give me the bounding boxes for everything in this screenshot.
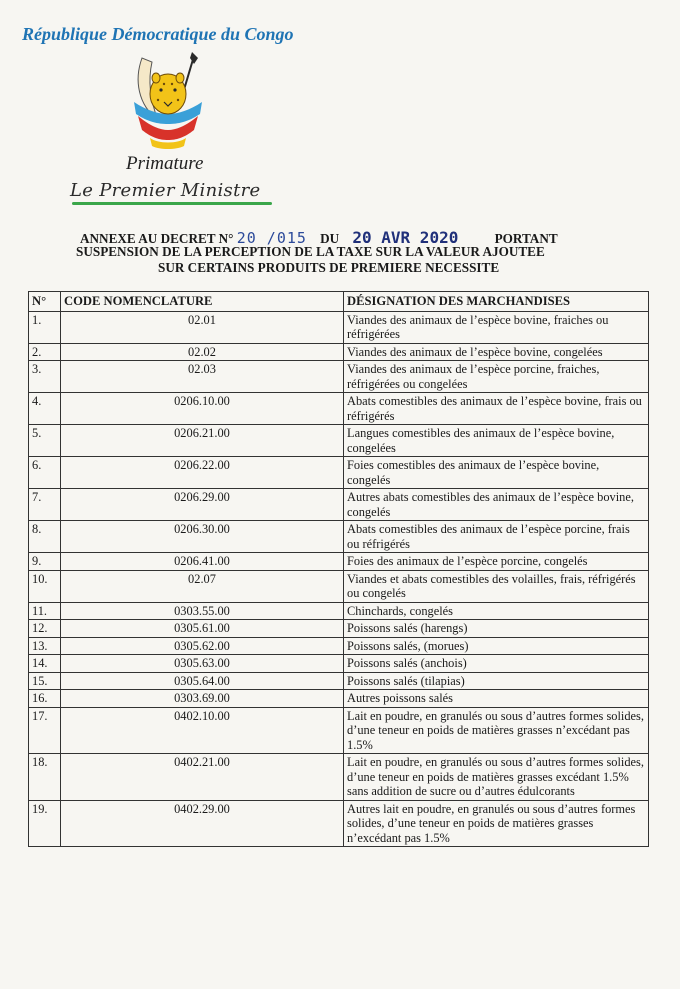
row-designation: Poissons salés, (morues) xyxy=(344,637,649,655)
row-designation: Viandes des animaux de l’espèce bovine, fraiches ou réfrigérées xyxy=(344,311,649,343)
row-number: 5. xyxy=(29,425,61,457)
header-designation: DÉSIGNATION DES MARCHANDISES xyxy=(344,292,649,312)
row-number: 10. xyxy=(29,570,61,602)
portant-label: PORTANT xyxy=(494,231,558,246)
decree-number: 20 /015 xyxy=(236,229,307,247)
header-number: N° xyxy=(29,292,61,312)
products-table xyxy=(28,291,649,847)
row-code: 0206.41.00 xyxy=(61,553,344,571)
row-number: 3. xyxy=(29,361,61,393)
country-name: République Démocratique du Congo xyxy=(22,24,294,44)
row-code: 02.02 xyxy=(61,343,344,361)
annex-title-line-3: SUR CERTAINS PRODUITS DE PREMIERE NECESSITE xyxy=(158,260,500,275)
table-row xyxy=(29,311,649,343)
row-designation: Viandes des animaux de l’espèce bovine, congelées xyxy=(344,343,649,361)
row-designation: Poissons salés (tilapias) xyxy=(344,672,649,690)
row-code: 0206.22.00 xyxy=(61,457,344,489)
table-row xyxy=(29,672,649,690)
row-number: 14. xyxy=(29,655,61,673)
table-row xyxy=(29,655,649,673)
row-code: 0206.21.00 xyxy=(61,425,344,457)
row-designation: Poissons salés (anchois) xyxy=(344,655,649,673)
table-row xyxy=(29,690,649,708)
row-designation: Viandes des animaux de l’espèce porcine, fraiches, réfrigérées ou congelées xyxy=(344,361,649,393)
row-number: 19. xyxy=(29,800,61,847)
row-code: 0305.62.00 xyxy=(61,637,344,655)
row-designation: Langues comestibles des animaux de l’espèce bovine, congelées xyxy=(344,425,649,457)
row-designation: Foies comestibles des animaux de l’espèce bovine, congelés xyxy=(344,457,649,489)
table-row xyxy=(29,393,649,425)
row-number: 13. xyxy=(29,637,61,655)
row-code: 0305.61.00 xyxy=(61,620,344,638)
row-designation: Autres poissons salés xyxy=(344,690,649,708)
table-row xyxy=(29,637,649,655)
table-row xyxy=(29,425,649,457)
row-designation: Viandes et abats comestibles des volailles, frais, réfrigérés ou congelés xyxy=(344,570,649,602)
row-code: 0305.63.00 xyxy=(61,655,344,673)
decree-date: 20 AVR 2020 xyxy=(352,228,459,247)
table-row xyxy=(29,620,649,638)
row-designation: Abats comestibles des animaux de l’espèce bovine, frais ou réfrigérés xyxy=(344,393,649,425)
row-code: 0206.30.00 xyxy=(61,521,344,553)
row-designation: Autres lait en poudre, en granulés ou sous d’autres formes solides, d’une teneur en poids de matières grasses n’excédant pas 1.5% xyxy=(344,800,649,847)
annex-title-line-2: SUSPENSION DE LA PERCEPTION DE LA TAXE SUR LA VALEUR AJOUTEE xyxy=(76,244,545,259)
row-number: 8. xyxy=(29,521,61,553)
office-title: Primature xyxy=(126,153,204,174)
table-row xyxy=(29,489,649,521)
table-row xyxy=(29,602,649,620)
table-row xyxy=(29,707,649,754)
row-number: 17. xyxy=(29,707,61,754)
table-row xyxy=(29,343,649,361)
row-number: 11. xyxy=(29,602,61,620)
row-designation: Abats comestibles des animaux de l’espèce porcine, frais ou réfrigérés xyxy=(344,521,649,553)
table-row xyxy=(29,754,649,801)
row-designation: Autres abats comestibles des animaux de l’espèce bovine, congelés xyxy=(344,489,649,521)
row-code: 0402.29.00 xyxy=(61,800,344,847)
table-row xyxy=(29,521,649,553)
table-row xyxy=(29,800,649,847)
table-row xyxy=(29,361,649,393)
row-code: 02.07 xyxy=(61,570,344,602)
row-code: 02.01 xyxy=(61,311,344,343)
row-designation: Lait en poudre, en granulés ou sous d’autres formes solides, d’une teneur en poids de matières grasses n’excédant pas 1.5% xyxy=(344,707,649,754)
row-code: 0206.10.00 xyxy=(61,393,344,425)
row-designation: Poissons salés (harengs) xyxy=(344,620,649,638)
row-number: 7. xyxy=(29,489,61,521)
row-number: 16. xyxy=(29,690,61,708)
row-code: 0402.21.00 xyxy=(61,754,344,801)
row-number: 1. xyxy=(29,311,61,343)
minister-title: Le Premier Ministre xyxy=(70,180,261,201)
row-code: 0206.29.00 xyxy=(61,489,344,521)
row-number: 6. xyxy=(29,457,61,489)
header-code: CODE NOMENCLATURE xyxy=(61,292,344,312)
table-row xyxy=(29,553,649,571)
annex-prefix: ANNEXE AU DECRET N° xyxy=(80,231,234,246)
row-code: 0402.10.00 xyxy=(61,707,344,754)
row-code: 0303.55.00 xyxy=(61,602,344,620)
row-code: 0303.69.00 xyxy=(61,690,344,708)
row-code: 02.03 xyxy=(61,361,344,393)
row-number: 2. xyxy=(29,343,61,361)
row-number: 15. xyxy=(29,672,61,690)
row-number: 12. xyxy=(29,620,61,638)
row-number: 9. xyxy=(29,553,61,571)
row-code: 0305.64.00 xyxy=(61,672,344,690)
row-number: 18. xyxy=(29,754,61,801)
date-label: DU xyxy=(320,231,340,246)
row-designation: Foies des animaux de l’espèce porcine, congelés xyxy=(344,553,649,571)
table-row xyxy=(29,570,649,602)
row-designation: Lait en poudre, en granulés ou sous d’autres formes solides, d’une teneur en poids de matières grasses excédant 1.5% sans addition de sucre ou d’autres édulcorants xyxy=(344,754,649,801)
row-number: 4. xyxy=(29,393,61,425)
table-row xyxy=(29,457,649,489)
minister-underline xyxy=(72,202,272,205)
coat-of-arms-emblem xyxy=(128,50,208,150)
row-designation: Chinchards, congelés xyxy=(344,602,649,620)
table-header-row xyxy=(29,292,649,312)
